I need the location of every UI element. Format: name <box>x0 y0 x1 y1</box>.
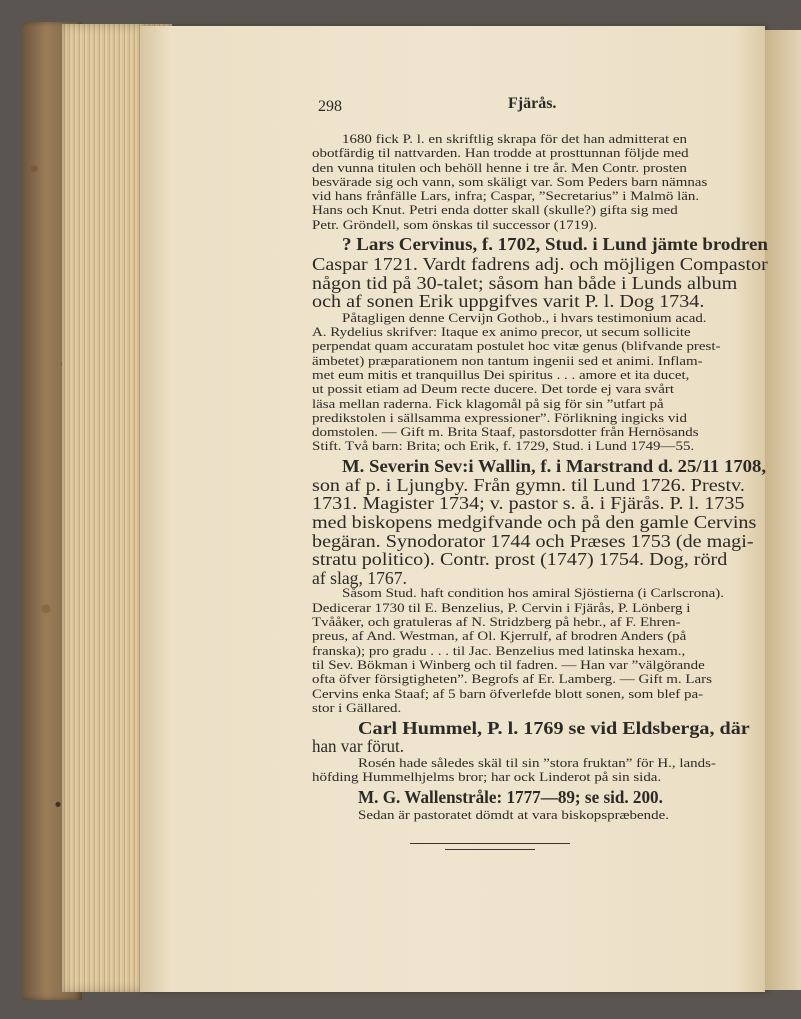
section-divider <box>410 843 570 844</box>
text-line-l42: M. G. Wallenstråle: 1777—89; se sid. 200. <box>358 787 663 807</box>
text-line-l19: predikstolen i sällsamma expressioner”. Förlikning ingicks vid <box>312 410 687 425</box>
text-line-l22: M. Severin Sev:i Wallin, f. i Marstrand d. 25/11 1708, <box>342 456 767 476</box>
text-line-l8: ? Lars Cervinus, f. 1702, Stud. i Lund jämte brodren <box>342 234 768 254</box>
text-line-l9: Caspar 1721. Vardt fadrens adj. och möjligen Compastor <box>312 254 768 274</box>
text-line-l24: 1731. Magister 1734; v. pastor s. å. i Fjärås. P. l. 1735 <box>312 493 745 513</box>
text-line-l35: ofta öfver försigtigheten”. Begrofs af Er. Lamberg. — Gift m. Lars <box>312 671 712 686</box>
text-line-l7: Petr. Gröndell, som önskas til successor (1719). <box>312 217 598 232</box>
text-line-l13: A. Rydelius skrifver: Itaque ex animo precor, ut secum sollicite <box>312 324 691 339</box>
text-line-l26: begäran. Synodorator 1744 och Præses 1753 (de magi- <box>312 531 754 551</box>
text-line-l1: 1680 fick P. l. en skriftlig skrapa för det han admitterat en <box>342 131 688 146</box>
text-line-l33: franska); pro gradu . . . til Jac. Benzelius med latinska hexam., <box>312 643 686 658</box>
text-line-l6: Hans och Knut. Petri enda dotter skall (skulle?) gifta sig med <box>312 202 678 217</box>
text-line-l28: af slag, 1767. <box>312 568 407 588</box>
text-line-l27: stratu politico). Contr. prost (1747) 1754. Dog, rörd <box>312 549 728 569</box>
running-head: Fjärås. <box>508 95 557 112</box>
text-line-l11: och af sonen Erik uppgifves varit P. l. Dog 1734. <box>312 291 705 311</box>
text-line-l38: Carl Hummel, P. l. 1769 se vid Eldsberga, där <box>358 718 750 738</box>
text-line-l21: Stift. Två barn: Brita; och Erik, f. 1729, Stud. i Lund 1749—55. <box>312 438 695 453</box>
text-line-l32: preus, af And. Westman, af Ol. Kjerrulf, af brodren Anders (på <box>312 628 687 643</box>
text-line-l2: obotfärdig til nattvarden. Han trodde at prosttunnan följde med <box>312 145 689 160</box>
text-line-l18: läsa mellan raderna. Fick klagomål på sig för sin ”utfart på <box>312 396 664 411</box>
text-line-l25: med biskopens medgifvande och på den gamle Cervins <box>312 512 757 532</box>
text-line-l3: den vunna titulen och behöll henne i tre år. Men Contr. prosten <box>312 160 687 175</box>
text-line-l39: han var förut. <box>312 736 405 756</box>
text-line-l36: Cervins enka Staaf; af 5 barn öfverlefde blott sonen, som blef pa- <box>312 686 704 701</box>
text-line-l20: domstolen. — Gift m. Brita Staaf, pastorsdotter från Hernösands <box>312 424 699 439</box>
text-line-l14: perpendat quam accuratam postulet hoc vitæ genus (blifvande prest- <box>312 338 721 353</box>
text-line-l10: någon tid på 30-talet; såsom han både i Lunds album <box>312 273 738 293</box>
text-line-l23: son af p. i Ljungby. Från gymn. til Lund 1726. Prestv. <box>312 475 745 495</box>
text-line-l17: ut possit etiam ad Deum recte ducere. Det torde ej vara svårt <box>312 381 674 396</box>
text-line-l4: besvärade sig och vann, som skäligt var. Som Peders barn nämnas <box>312 174 708 189</box>
text-line-l31: Tvååker, och gratuleras af N. Stridzberg på hebr., af F. Ehren- <box>312 614 681 629</box>
text-line-l43: Sedan är pastoratet dömdt at vara biskopspræbende. <box>358 807 669 822</box>
text-line-l41: höfding Hummelhjelms bror; har ock Linderot på sin sida. <box>312 769 662 784</box>
page-number: 298 <box>318 98 342 115</box>
section-divider-short <box>445 849 535 850</box>
facing-page-edge <box>765 30 801 990</box>
text-line-l16: met eum mitis et tranquillus Dei spiritus . . . amore et ita ducet, <box>312 367 690 382</box>
text-line-l37: stor i Gällared. <box>312 700 402 715</box>
text-line-l40: Rosén hade således skäl til sin ”stora fruktan” för H., lands- <box>358 755 716 770</box>
text-line-l30: Dedicerar 1730 til E. Benzelius, P. Cervin i Fjärås, P. Lönberg i <box>312 600 691 615</box>
text-line-l15: ämbetet) præparationem non tantum ingenii sed et animi. Inflam- <box>312 353 703 368</box>
text-line-l12: Påtagligen denne Cervijn Gothob., i hvars testimonium acad. <box>342 310 707 325</box>
text-line-l5: vid hans frånfälle Lars, infra; Caspar, ”Secretarius” i Malmö län. <box>312 188 700 203</box>
text-line-l29: Såsom Stud. haft condition hos amiral Sjöstierna (i Carlscrona). <box>342 585 724 600</box>
text-line-l34: til Sev. Bökman i Winberg och til fadren. — Han var ”välgörande <box>312 657 705 672</box>
